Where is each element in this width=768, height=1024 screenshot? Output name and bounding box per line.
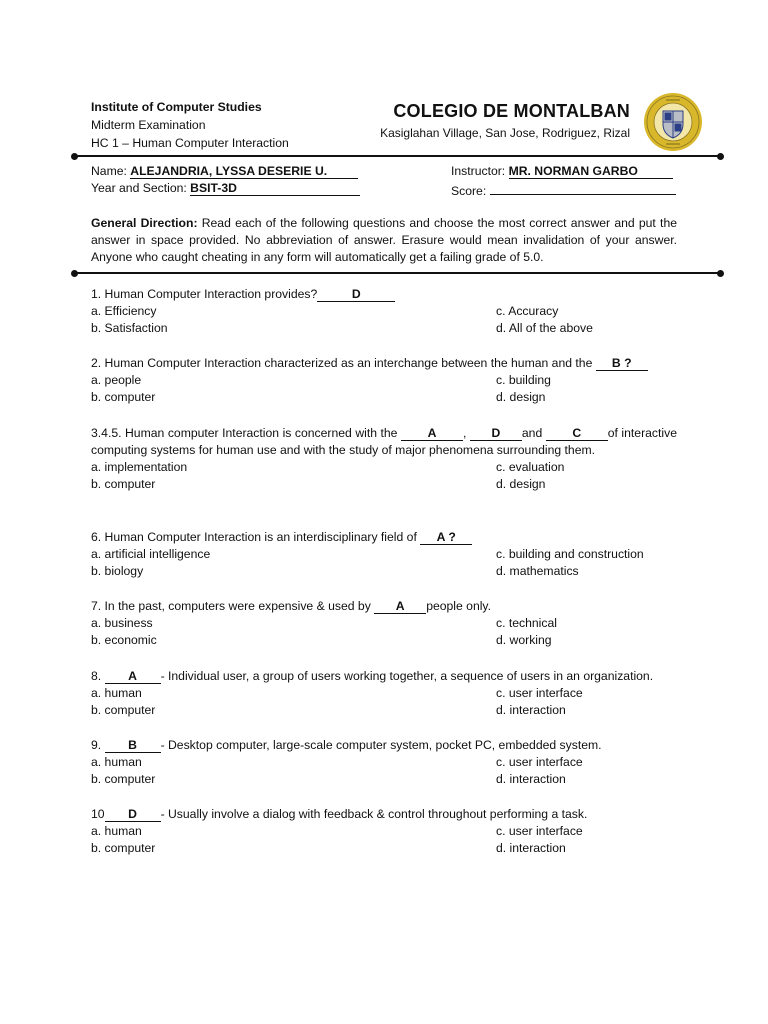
question-stem: 8. A - Individual user, a group of users working together, a sequence of users in an organization. bbox=[91, 669, 654, 683]
option-d: d. interaction bbox=[496, 703, 566, 717]
question-stem: 1. Human Computer Interaction provides? D bbox=[91, 286, 677, 303]
answer-blank-5: C bbox=[546, 426, 608, 441]
question-stem: 2. Human Computer Interaction characterized as an interchange between the human and the B ? bbox=[91, 355, 677, 372]
year-section-label: Year and Section: bbox=[91, 181, 187, 195]
option-c: c. user interface bbox=[496, 824, 583, 838]
options bbox=[91, 546, 677, 581]
option-d: d. mathematics bbox=[496, 564, 579, 578]
option-d: d. working bbox=[496, 633, 552, 647]
question-stem: 3.4.5. Human computer Interaction is concerned with the A , D and C of interactive computing systems for human use and with the study of major phenomena surrounding them. bbox=[91, 426, 677, 457]
option-b: b. economic bbox=[91, 633, 157, 647]
option-a: a. human bbox=[91, 686, 142, 700]
answer-blank-3: A bbox=[401, 426, 463, 441]
header-left bbox=[91, 99, 289, 153]
question-8 bbox=[91, 668, 677, 720]
answer-blank: B bbox=[105, 738, 161, 753]
question-stem: 6. Human Computer Interaction is an interdisciplinary field of A ? bbox=[91, 529, 677, 546]
instructor-row bbox=[451, 163, 673, 180]
question-2 bbox=[91, 355, 677, 407]
answer-blank: A bbox=[374, 599, 426, 614]
direction-label: General Direction: bbox=[91, 216, 198, 230]
header-divider bbox=[74, 155, 721, 157]
question-6 bbox=[91, 529, 677, 581]
question-stem: 10 D - Usually involve a dialog with feedback & control throughout performing a task. bbox=[91, 807, 588, 821]
answer-blank: D bbox=[105, 807, 161, 822]
option-c: c. building and construction bbox=[496, 547, 644, 561]
options bbox=[91, 685, 677, 720]
institute-name: Institute of Computer Studies bbox=[91, 100, 262, 114]
question-stem: 7. In the past, computers were expensive & used by A people only. bbox=[91, 599, 492, 613]
options bbox=[91, 615, 677, 650]
option-d: d. All of the above bbox=[496, 321, 593, 335]
option-a: a. implementation bbox=[91, 460, 188, 474]
option-b: b. computer bbox=[91, 477, 156, 491]
option-b: b. computer bbox=[91, 390, 156, 404]
question-7 bbox=[91, 598, 677, 650]
answer-blank-4: D bbox=[470, 426, 522, 441]
option-a: a. business bbox=[91, 616, 153, 630]
score-row bbox=[451, 180, 676, 200]
option-c: c. user interface bbox=[496, 755, 583, 769]
options bbox=[91, 372, 677, 407]
options bbox=[91, 303, 677, 338]
option-a: a. people bbox=[91, 373, 142, 387]
school-address: Kasiglahan Village, San Jose, Rodriguez, Rizal bbox=[380, 126, 630, 140]
option-b: b. Satisfaction bbox=[91, 321, 168, 335]
answer-blank: A bbox=[105, 669, 161, 684]
exam-title: Midterm Examination bbox=[91, 118, 206, 132]
options bbox=[91, 459, 677, 494]
option-a: a. human bbox=[91, 824, 142, 838]
options bbox=[91, 823, 677, 858]
general-direction bbox=[91, 215, 677, 266]
option-a: a. artificial intelligence bbox=[91, 547, 211, 561]
year-section-row bbox=[91, 180, 360, 197]
option-b: b. biology bbox=[91, 564, 144, 578]
course-title: HC 1 – Human Computer Interaction bbox=[91, 136, 289, 150]
option-a: a. human bbox=[91, 755, 142, 769]
option-c: c. technical bbox=[496, 616, 557, 630]
option-c: c. evaluation bbox=[496, 460, 565, 474]
question-9 bbox=[91, 737, 677, 789]
name-row bbox=[91, 163, 358, 180]
options bbox=[91, 754, 677, 789]
option-c: c. user interface bbox=[496, 686, 583, 700]
option-d: d. design bbox=[496, 390, 546, 404]
direction-divider bbox=[74, 272, 721, 274]
name-label: Name: bbox=[91, 164, 127, 178]
option-c: c. Accuracy bbox=[496, 304, 559, 318]
option-b: b. computer bbox=[91, 772, 156, 786]
answer-blank: B ? bbox=[596, 356, 648, 371]
option-c: c. building bbox=[496, 373, 551, 387]
option-b: b. computer bbox=[91, 703, 156, 717]
school-seal-icon bbox=[643, 92, 703, 152]
option-a: a. Efficiency bbox=[91, 304, 157, 318]
instructor-label: Instructor: bbox=[451, 164, 506, 178]
question-1 bbox=[91, 286, 677, 338]
school-name: COLEGIO DE MONTALBAN bbox=[393, 101, 630, 121]
option-b: b. computer bbox=[91, 841, 156, 855]
name-value: ALEJANDRIA, LYSSA DESERIE U. bbox=[130, 164, 358, 179]
year-section-value: BSIT-3D bbox=[190, 181, 360, 196]
question-3-4-5 bbox=[91, 425, 677, 494]
option-d: d. interaction bbox=[496, 841, 566, 855]
option-d: d. interaction bbox=[496, 772, 566, 786]
header-right bbox=[380, 100, 630, 142]
instructor-value: MR. NORMAN GARBO bbox=[509, 164, 673, 179]
answer-blank: A ? bbox=[420, 530, 472, 545]
question-stem: 9. B - Desktop computer, large-scale computer system, pocket PC, embedded system. bbox=[91, 738, 602, 752]
score-label: Score: bbox=[451, 184, 487, 198]
score-value bbox=[490, 180, 676, 195]
answer-blank: D bbox=[317, 287, 395, 302]
question-10 bbox=[91, 806, 677, 858]
direction-text: Read each of the following questions and choose the most correct answer and put the answer in space provided. No abbreviation of answer. Erasure would mean invalidation of your answer. Anyone who caught cheating in any form will automatically get a failing grade of 5.0. bbox=[91, 216, 677, 264]
option-d: d. design bbox=[496, 477, 546, 491]
